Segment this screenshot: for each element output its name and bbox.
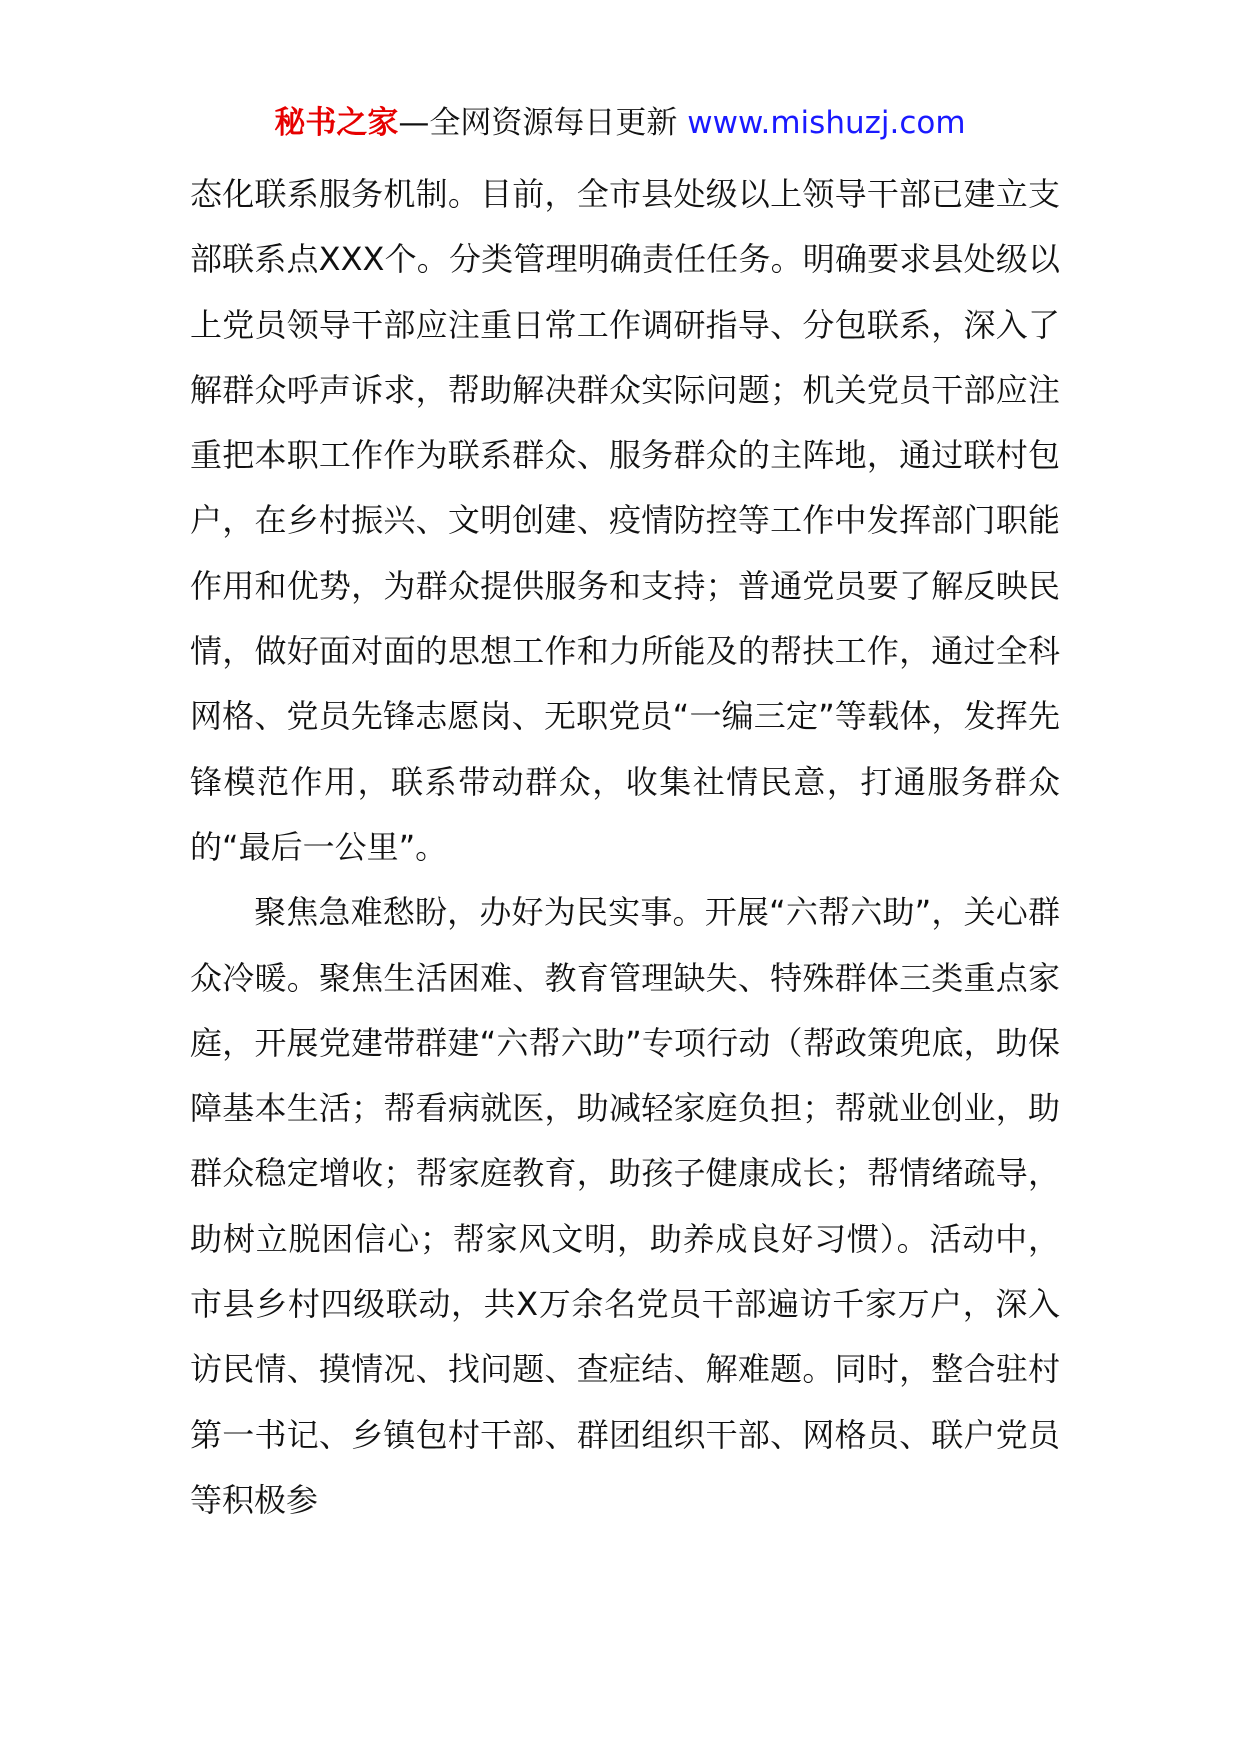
paragraph-2: 聚焦急难愁盼，办好为民实事。开展“六帮六助”，关心群众冷暖。聚焦生活困难、教育管理缺失、特殊群体三类重点家庭，开展党建带群建“六帮六助”专项行动（帮政策兜底，助保障基本生活；帮看病就医，助减轻家庭负担；帮就业创业，助群众稳定增收；帮家庭教育，助孩子健康成长；帮情绪疏导，助树立脱困信心；帮家风文明，助养成良好习惯）。活动中，市县乡村四级联动，共X万余名党员干部遍访千家万户，深入访民情、摸情况、找问题、查症结、解难题。同时，整合驻村第一书记、乡镇包村干部、群团组织干部、网格员、联户党员等积极参 xyxy=(190,893,1060,1519)
brand-name: 秘书之家 xyxy=(274,105,399,141)
header-slogan: —全网资源每日更新 xyxy=(398,105,688,141)
site-header xyxy=(0,100,1240,146)
document-body xyxy=(190,162,1060,1533)
paragraph-1: 态化联系服务机制。目前，全市县处级以上领导干部已建立支部联系点XXX个。分类管理明确责任任务。明确要求县处级以上党员领导干部应注重日常工作调研指导、分包联系，深入了解群众呼声诉求，帮助解决群众实际问题；机关党员干部应注重把本职工作作为联系群众、服务群众的主阵地，通过联村包户，在乡村振兴、文明创建、疫情防控等工作中发挥部门职能作用和优势，为群众提供服务和支持；普通党员要了解反映民情，做好面对面的思想工作和力所能及的帮扶工作，通过全科网格、党员先锋志愿岗、无职党员“一编三定”等载体，发挥先锋模范作用，联系带动群众，收集社情民意，打通服务群众的“最后一公里”。 xyxy=(190,175,1060,866)
website-link[interactable]: www.mishuzj.com xyxy=(687,105,966,141)
